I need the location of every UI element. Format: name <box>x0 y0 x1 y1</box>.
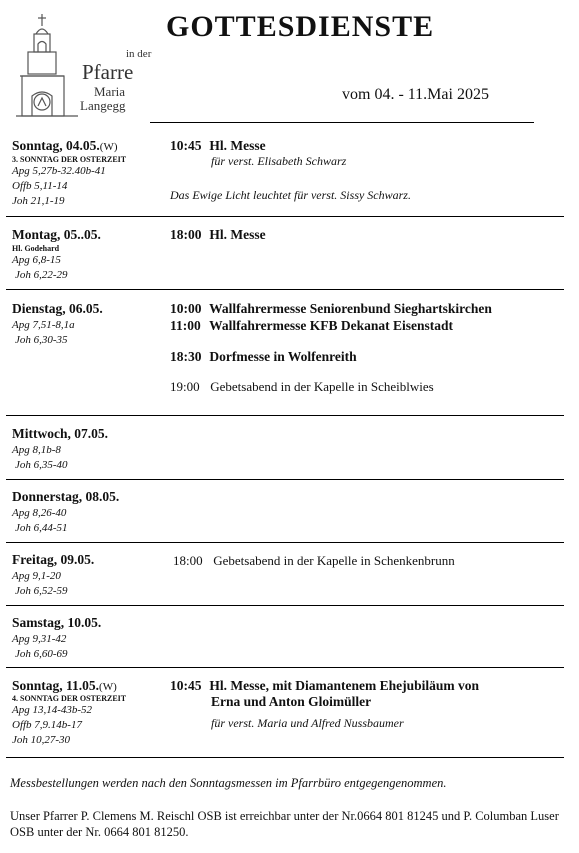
reading: Apg 9,1-20 <box>12 570 61 582</box>
header-divider <box>150 122 534 123</box>
event-continued: Erna und Anton Gloimüller <box>211 694 372 709</box>
event-note: Das Ewige Licht leuchtet für verst. Sissy Schwarz. <box>170 188 411 202</box>
row-divider <box>6 415 564 416</box>
row-divider <box>6 757 564 758</box>
contact-note: Unser Pfarrer P. Clemens M. Reischl OSB ist erreichbar unter der Nr.0664 801 81245 und P. Columban Luser OSB unter der Nr. 0664 801 81250. <box>10 809 559 839</box>
date-range: vom 04. - 11.Mai 2025 <box>342 86 489 103</box>
event: 10:00 Wallfahrermesse Seniorenbund Sieghartskirchen <box>170 301 492 316</box>
reading: Apg 9,31-42 <box>12 633 67 645</box>
reading: Joh 21,1-19 <box>12 195 65 207</box>
row-divider <box>6 289 564 290</box>
event: 19:00 Gebetsabend in der Kapelle in Scheiblwies <box>170 379 434 394</box>
saint-of-day: Hl. Godehard <box>12 244 60 253</box>
reading: Apg 6,8-15 <box>12 254 61 266</box>
reading: Joh 6,60-69 <box>15 648 68 660</box>
reading: Apg 8,26-40 <box>12 507 67 519</box>
day-heading: Samstag, 10.05. <box>12 615 102 630</box>
reading: Offb 5,11-14 <box>12 180 68 192</box>
event: 11:00 Wallfahrermesse KFB Dekanat Eisenstadt <box>170 318 454 333</box>
row-divider <box>6 216 564 217</box>
page-title: GOTTESDIENSTE <box>166 10 435 43</box>
liturgical-day: 3. SONNTAG DER OSTERZEIT <box>12 155 127 164</box>
reading: Offb 7,9.14b-17 <box>12 719 82 731</box>
reading: Joh 6,44-51 <box>15 522 68 534</box>
reading: Joh 6,35-40 <box>15 459 68 471</box>
event: 18:00 Hl. Messe <box>170 227 266 242</box>
reading: Joh 10,27-30 <box>12 734 71 746</box>
day-heading: Sonntag, 11.05.(W) <box>12 678 117 693</box>
event-note: für verst. Maria und Alfred Nussbaumer <box>211 716 404 730</box>
row-divider <box>6 542 564 543</box>
church-icon <box>14 12 84 122</box>
day-heading: Sonntag, 04.05.(W) <box>12 138 118 153</box>
reading: Joh 6,52-59 <box>15 585 68 597</box>
row-divider <box>6 479 564 480</box>
parish-logo <box>14 12 154 122</box>
event: 10:45 Hl. Messe, mit Diamantenem Ehejubiläum von <box>170 678 479 693</box>
logo-text-in-der: in der <box>126 48 152 60</box>
row-divider <box>6 605 564 606</box>
day-heading: Freitag, 09.05. <box>12 552 95 567</box>
reading: Apg 13,14-43b-52 <box>12 704 93 716</box>
event: 18:30 Dorfmesse in Wolfenreith <box>170 349 357 364</box>
day-heading: Donnerstag, 08.05. <box>12 489 120 504</box>
reading: Apg 8,1b-8 <box>12 444 61 456</box>
logo-text-maria: Maria <box>94 84 126 99</box>
mass-order-note: Messbestellungen werden nach den Sonntagsmessen im Pfarrbüro entgegengenommen. <box>10 776 447 790</box>
reading: Joh 6,30-35 <box>15 334 68 346</box>
day-heading: Montag, 05..05. <box>12 227 101 242</box>
day-heading: Dienstag, 06.05. <box>12 301 103 316</box>
event-note: für verst. Elisabeth Schwarz <box>211 154 347 168</box>
reading: Apg 7,51-8,1a <box>12 319 75 331</box>
reading: Joh 6,22-29 <box>15 269 68 281</box>
liturgical-day: 4. SONNTAG DER OSTERZEIT <box>12 694 127 703</box>
logo-text-pfarre: Pfarre <box>82 60 134 84</box>
event: 10:45 Hl. Messe <box>170 138 266 153</box>
reading: Apg 5,27b-32.40b-41 <box>12 165 106 177</box>
logo-text-langegg: Langegg <box>80 98 126 113</box>
day-heading: Mittwoch, 07.05. <box>12 426 108 441</box>
row-divider <box>6 667 564 668</box>
event: 18:00 Gebetsabend in der Kapelle in Schenkenbrunn <box>173 553 455 568</box>
